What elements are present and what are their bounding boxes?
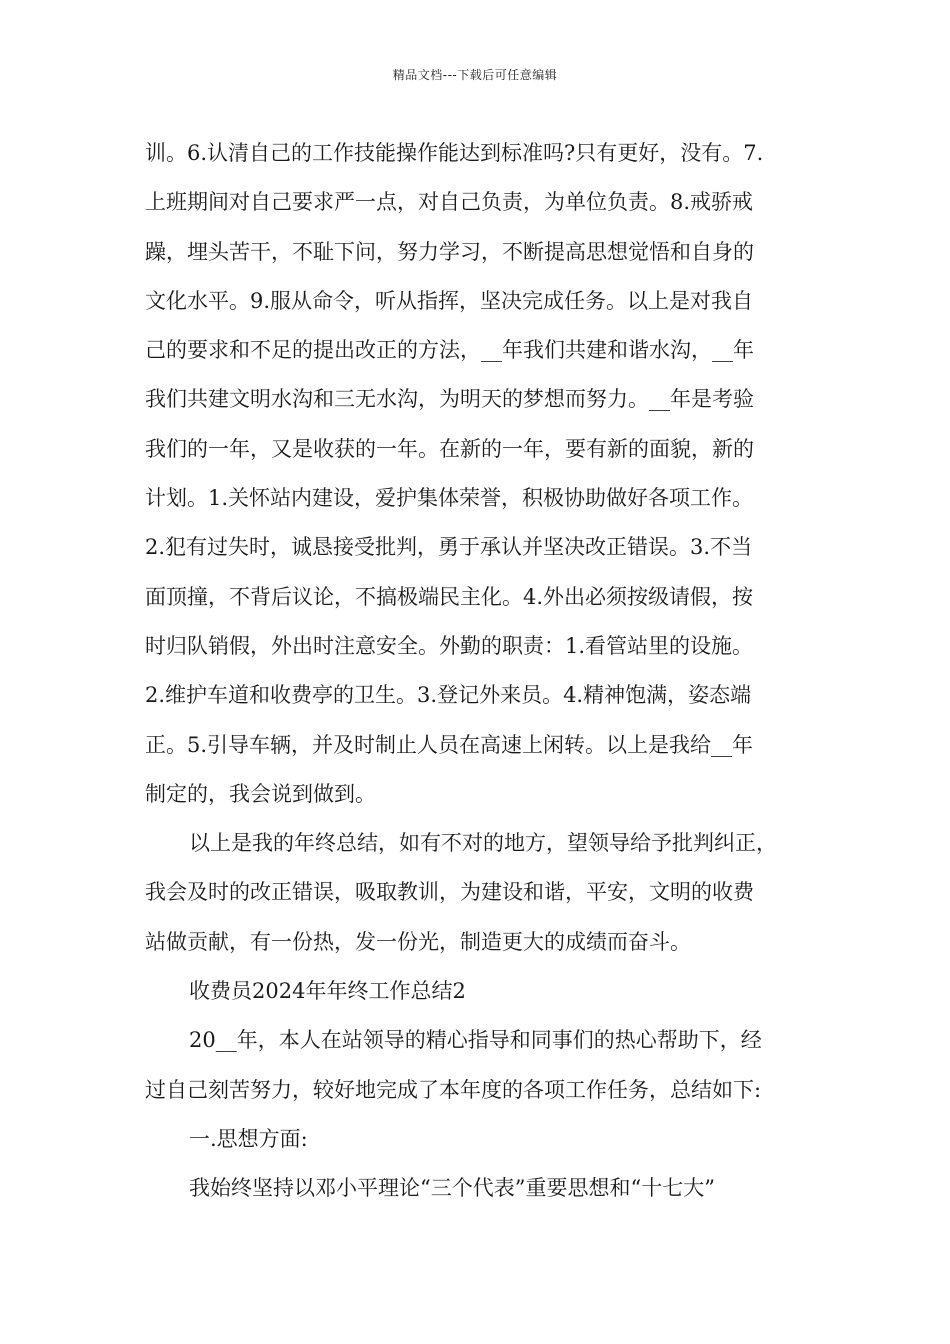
- text-line: 过自己刻苦努力，较好地完成了本年度的各项工作任务，总结如下:: [145, 1077, 762, 1102]
- text-line: 躁，埋头苦干，不耻下问，努力学习，不断提高思想觉悟和自身的: [145, 239, 754, 264]
- section-heading: 收费员2024年年终工作总结2: [189, 979, 466, 1004]
- text-line: 时归队销假，外出时注意安全。外勤的职责：1.看管站里的设施。: [145, 633, 754, 658]
- text-line: 我会及时的改正错误，吸取教训，为建设和谐，平安，文明的收费: [145, 880, 754, 905]
- text-line: 站做贡献，有一份热，发一份光，制造更大的成绩而奋斗。: [145, 929, 691, 954]
- text-line: 面顶撞，不背后议论，不搞极端民主化。4.外出必须按级请假，按: [145, 584, 754, 609]
- document-body: [145, 129, 825, 1214]
- page-header: 精品文档---下载后可任意编辑: [392, 68, 558, 82]
- text-line: 我们的一年，又是收获的一年。在新的一年，要有新的面貌，新的: [145, 436, 754, 461]
- subsection-heading: 一.思想方面:: [189, 1126, 308, 1151]
- paragraph-start-line: 20__年，本人在站领导的精心指导和同事们的热心帮助下，经: [189, 1028, 762, 1053]
- paragraph-start-line: 以上是我的年终总结，如有不对的地方，望领导给予批判纠正，: [189, 831, 777, 856]
- text-line: 上班期间对自己要求严一点，对自己负责，为单位负责。8.戒骄戒: [145, 190, 754, 215]
- text-line: 己的要求和不足的提出改正的方法，__年我们共建和谐水沟，__年: [145, 338, 754, 363]
- text-line: 2.维护车道和收费亭的卫生。3.登记外来员。4.精神饱满，姿态端: [145, 683, 752, 708]
- text-line: 计划。1.关怀站内建设，爱护集体荣誉，积极协助做好各项工作。: [145, 486, 754, 511]
- text-line: 文化水平。9.服从命令，听从指挥，坚决完成任务。以上是对我自: [145, 288, 754, 313]
- text-line: 制定的，我会说到做到。: [145, 781, 376, 806]
- text-line: 2.犯有过失时，诚恳接受批判，勇于承认并坚决改正错误。3.不当: [145, 535, 753, 560]
- text-line: 正。5.引导车辆，并及时制止人员在高速上闲转。以上是我给__年: [145, 732, 754, 757]
- paragraph-start-line: 我始终坚持以邓小平理论“三个代表”重要思想和“十七大”: [189, 1176, 715, 1201]
- text-line: 训。6.认清自己的工作技能操作能达到标准吗?只有更好，没有。7.: [145, 141, 764, 165]
- text-line: 我们共建文明水沟和三无水沟，为明天的梦想而努力。__年是考验: [145, 387, 754, 412]
